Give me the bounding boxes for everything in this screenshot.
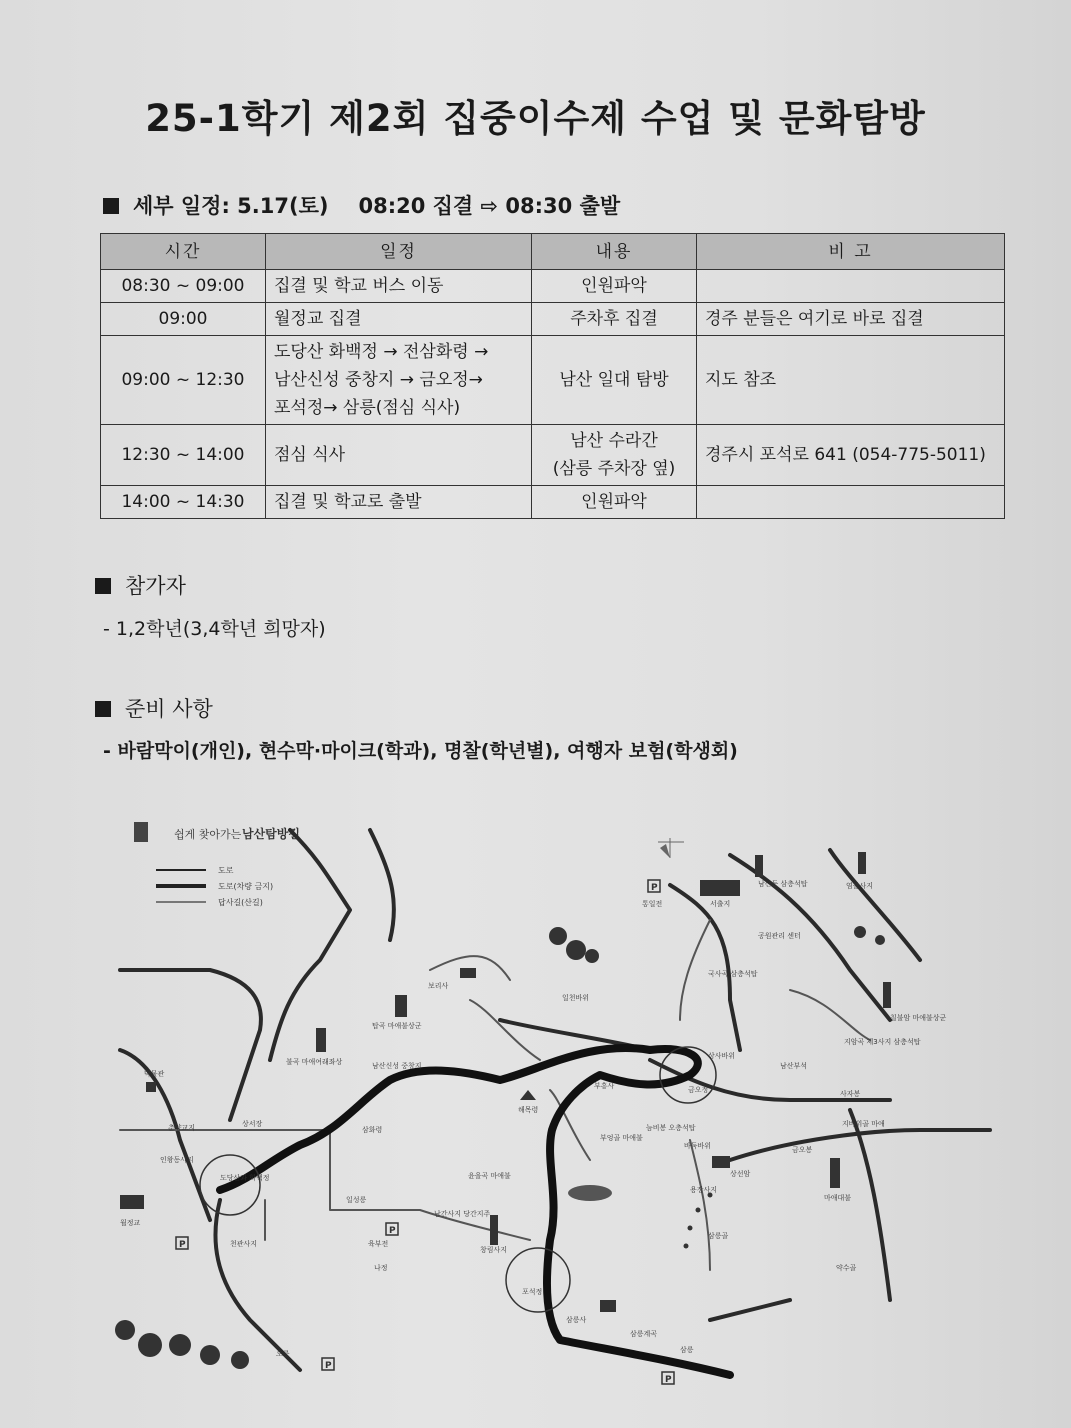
- label-sinseong: 남산신성 중창지: [372, 1062, 422, 1070]
- label-maebul: 마애대불: [824, 1194, 852, 1202]
- cell-time: 08:30 ~ 09:00: [101, 270, 266, 303]
- table-row: [101, 486, 1005, 519]
- svg-text:P: P: [665, 1375, 672, 1385]
- label-najeong: 나정: [374, 1264, 388, 1272]
- preparation-heading-text: 준비 사항: [125, 697, 213, 721]
- label-sameungsa: 삼릉사: [566, 1316, 587, 1324]
- map-pin-icon: [134, 822, 148, 842]
- svg-text:P: P: [325, 1361, 332, 1371]
- legend-road: 도로: [218, 866, 234, 875]
- label-badukbawi: 바둑바위: [684, 1142, 712, 1150]
- label-cheongwan: 천관사지: [230, 1240, 258, 1248]
- table-row: [101, 303, 1005, 336]
- cell-note: 경주 분들은 여기로 바로 집결: [697, 303, 1005, 336]
- bullet-square-icon: [95, 578, 111, 594]
- label-ilseong: 일성릉: [346, 1196, 367, 1204]
- table-row: [101, 336, 1005, 425]
- label-sangseon: 상선암: [730, 1170, 751, 1178]
- parking-icons: [176, 880, 674, 1385]
- label-geumo: 금오정: [688, 1086, 709, 1094]
- museum-icon: [146, 1082, 156, 1092]
- cell-content: 주차후 집결: [532, 303, 697, 336]
- label-dodang: 도당산과 화백정: [220, 1174, 270, 1182]
- label-poseok: 포석정: [522, 1288, 543, 1296]
- label-yaksu: 약수골: [836, 1264, 857, 1272]
- label-sangsa: 상사바위: [708, 1052, 736, 1060]
- label-haemok: 해목령: [518, 1106, 539, 1114]
- label-busan: 남산부석: [780, 1062, 808, 1070]
- schedule-table: [100, 233, 1005, 519]
- label-bakmulgwan: 박물관: [144, 1070, 165, 1078]
- compass-icon: [658, 838, 684, 858]
- column-header-time: 시간: [101, 234, 266, 270]
- label-samneunggol: 삼릉골: [708, 1232, 729, 1240]
- cell-note: [697, 270, 1005, 303]
- schedule-heading-label: 세부 일정: 5.17(토): [133, 194, 329, 218]
- cell-plan: 점심 식사: [266, 425, 532, 486]
- label-samhwa: 삼화령: [362, 1126, 383, 1134]
- label-tapgok: 탑곡 마애불상군: [372, 1022, 422, 1030]
- label-bucheong: 부흥사: [594, 1082, 615, 1090]
- label-nambiwall: 늠비봉 오층석탑: [646, 1124, 696, 1132]
- label-yukbujeon: 육부전: [368, 1240, 389, 1248]
- cell-time: 09:00: [101, 303, 266, 336]
- bullet-square-icon: [103, 198, 119, 214]
- label-samneung: 삼릉: [680, 1346, 694, 1354]
- cell-time: 09:00 ~ 12:30: [101, 336, 266, 425]
- cell-note: [697, 486, 1005, 519]
- cell-content: [532, 425, 697, 486]
- page-title: 25-1학기 제2회 집중이수제 수업 및 문화탐방: [145, 97, 926, 140]
- label-mosu: 부엉골 마애불: [600, 1134, 643, 1142]
- label-ore: 오릉: [276, 1350, 290, 1358]
- label-inwang: 인왕동사지: [160, 1156, 194, 1164]
- label-galleung: 삼릉계곡: [630, 1330, 658, 1338]
- peak-icon: [520, 1090, 536, 1100]
- svg-text:P: P: [651, 883, 658, 893]
- label-sangseojang: 상서장: [242, 1120, 263, 1128]
- cell-plan: 집결 및 학교 버스 이동: [266, 270, 532, 303]
- namsan-trail-map: [90, 800, 1010, 1390]
- table-row: [101, 425, 1005, 486]
- schedule-heading-meet: 08:20 집결 ⇨ 08:30 출발: [358, 194, 621, 218]
- label-changnim: 창림사지: [480, 1246, 508, 1254]
- legend-trail: 답사길(산길): [218, 898, 263, 907]
- label-gukisa: 국사곡 삼층석탑: [708, 970, 758, 978]
- legend-noncar: 도로(차량 금지): [218, 882, 274, 891]
- cell-content: 인원파악: [532, 486, 697, 519]
- participants-body: - 1,2학년(3,4학년 희망자): [103, 618, 326, 640]
- schedule-heading: [103, 190, 620, 220]
- content-line: (삼릉 주차장 옆): [552, 459, 676, 479]
- cell-note: 지도 참조: [697, 336, 1005, 425]
- participants-heading: [95, 570, 186, 600]
- cell-time: 12:30 ~ 14:00: [101, 425, 266, 486]
- cell-plan: 월정교 집결: [266, 303, 532, 336]
- label-yongjang: 용장사지: [690, 1186, 718, 1194]
- label-chunyang: 춘양교지: [168, 1124, 196, 1132]
- cell-note: 경주시 포석로 641 (054-775-5011): [697, 425, 1005, 486]
- column-header-content: 내용: [532, 234, 697, 270]
- label-jibawi: 지바위골 마애: [842, 1120, 885, 1128]
- road-network: [120, 830, 990, 1370]
- table-row: [101, 270, 1005, 303]
- cell-content: 인원파악: [532, 270, 697, 303]
- label-geumobong: 금오봉: [792, 1146, 813, 1154]
- cell-time: 14:00 ~ 14:30: [101, 486, 266, 519]
- label-tongiljeon: 통일전: [642, 900, 663, 908]
- content-line: 남산 수라간: [570, 431, 658, 451]
- label-chilbul: 칠불암 마애불상군: [890, 1014, 947, 1022]
- cell-plan: 집결 및 학교로 출발: [266, 486, 532, 519]
- svg-text:P: P: [389, 1226, 396, 1236]
- highlight-circle: [506, 1248, 570, 1312]
- bullet-square-icon: [95, 701, 111, 717]
- map-title-small: 쉽게 찾아가는: [174, 828, 242, 841]
- label-namsan-ch: 남산동 삼층석탑: [758, 880, 808, 888]
- column-header-note: 비 고: [697, 234, 1005, 270]
- map-legend: [156, 866, 273, 907]
- label-yeombul: 염불사지: [846, 882, 874, 890]
- label-boriisa: 보리사: [428, 982, 449, 990]
- label-ilcheon: 일천바위: [562, 994, 590, 1002]
- preparation-heading: [95, 693, 213, 723]
- label-gwangmyeong: 윤을곡 마애불: [468, 1172, 511, 1180]
- map-title-bold: 남산탐방길: [242, 827, 300, 841]
- label-sajabong: 사자봉: [840, 1090, 861, 1098]
- participants-heading-text: 참가자: [125, 574, 186, 598]
- plan-line: 남산신성 중창지 → 금오정→: [274, 370, 483, 390]
- label-gongwon: 공원관리 센터: [758, 932, 801, 940]
- label-namgan: 남간사지 당간지주: [434, 1210, 491, 1218]
- preparation-body: - 바람막이(개인), 현수막·마이크(학과), 명찰(학년별), 여행자 보험(학생회): [103, 740, 738, 762]
- label-woljeong: 월정교: [120, 1219, 141, 1227]
- map-labels: [120, 879, 947, 1358]
- cell-plan: [266, 336, 532, 425]
- label-jigok: 지암곡 제3사지 삼층석탑: [844, 1038, 921, 1046]
- cell-content: 남산 일대 탐방: [532, 336, 697, 425]
- label-seochulji: 서출지: [710, 900, 731, 908]
- map-title: [134, 822, 300, 842]
- plan-line: 도당산 화백정 → 전삼화령 →: [274, 342, 489, 362]
- table-header-row: [101, 234, 1005, 270]
- plan-line: 포석정→ 삼릉(점심 식사): [274, 398, 461, 418]
- column-header-plan: 일정: [266, 234, 532, 270]
- label-bulgok: 불곡 마애여래좌상: [286, 1058, 343, 1066]
- svg-text:P: P: [179, 1240, 186, 1250]
